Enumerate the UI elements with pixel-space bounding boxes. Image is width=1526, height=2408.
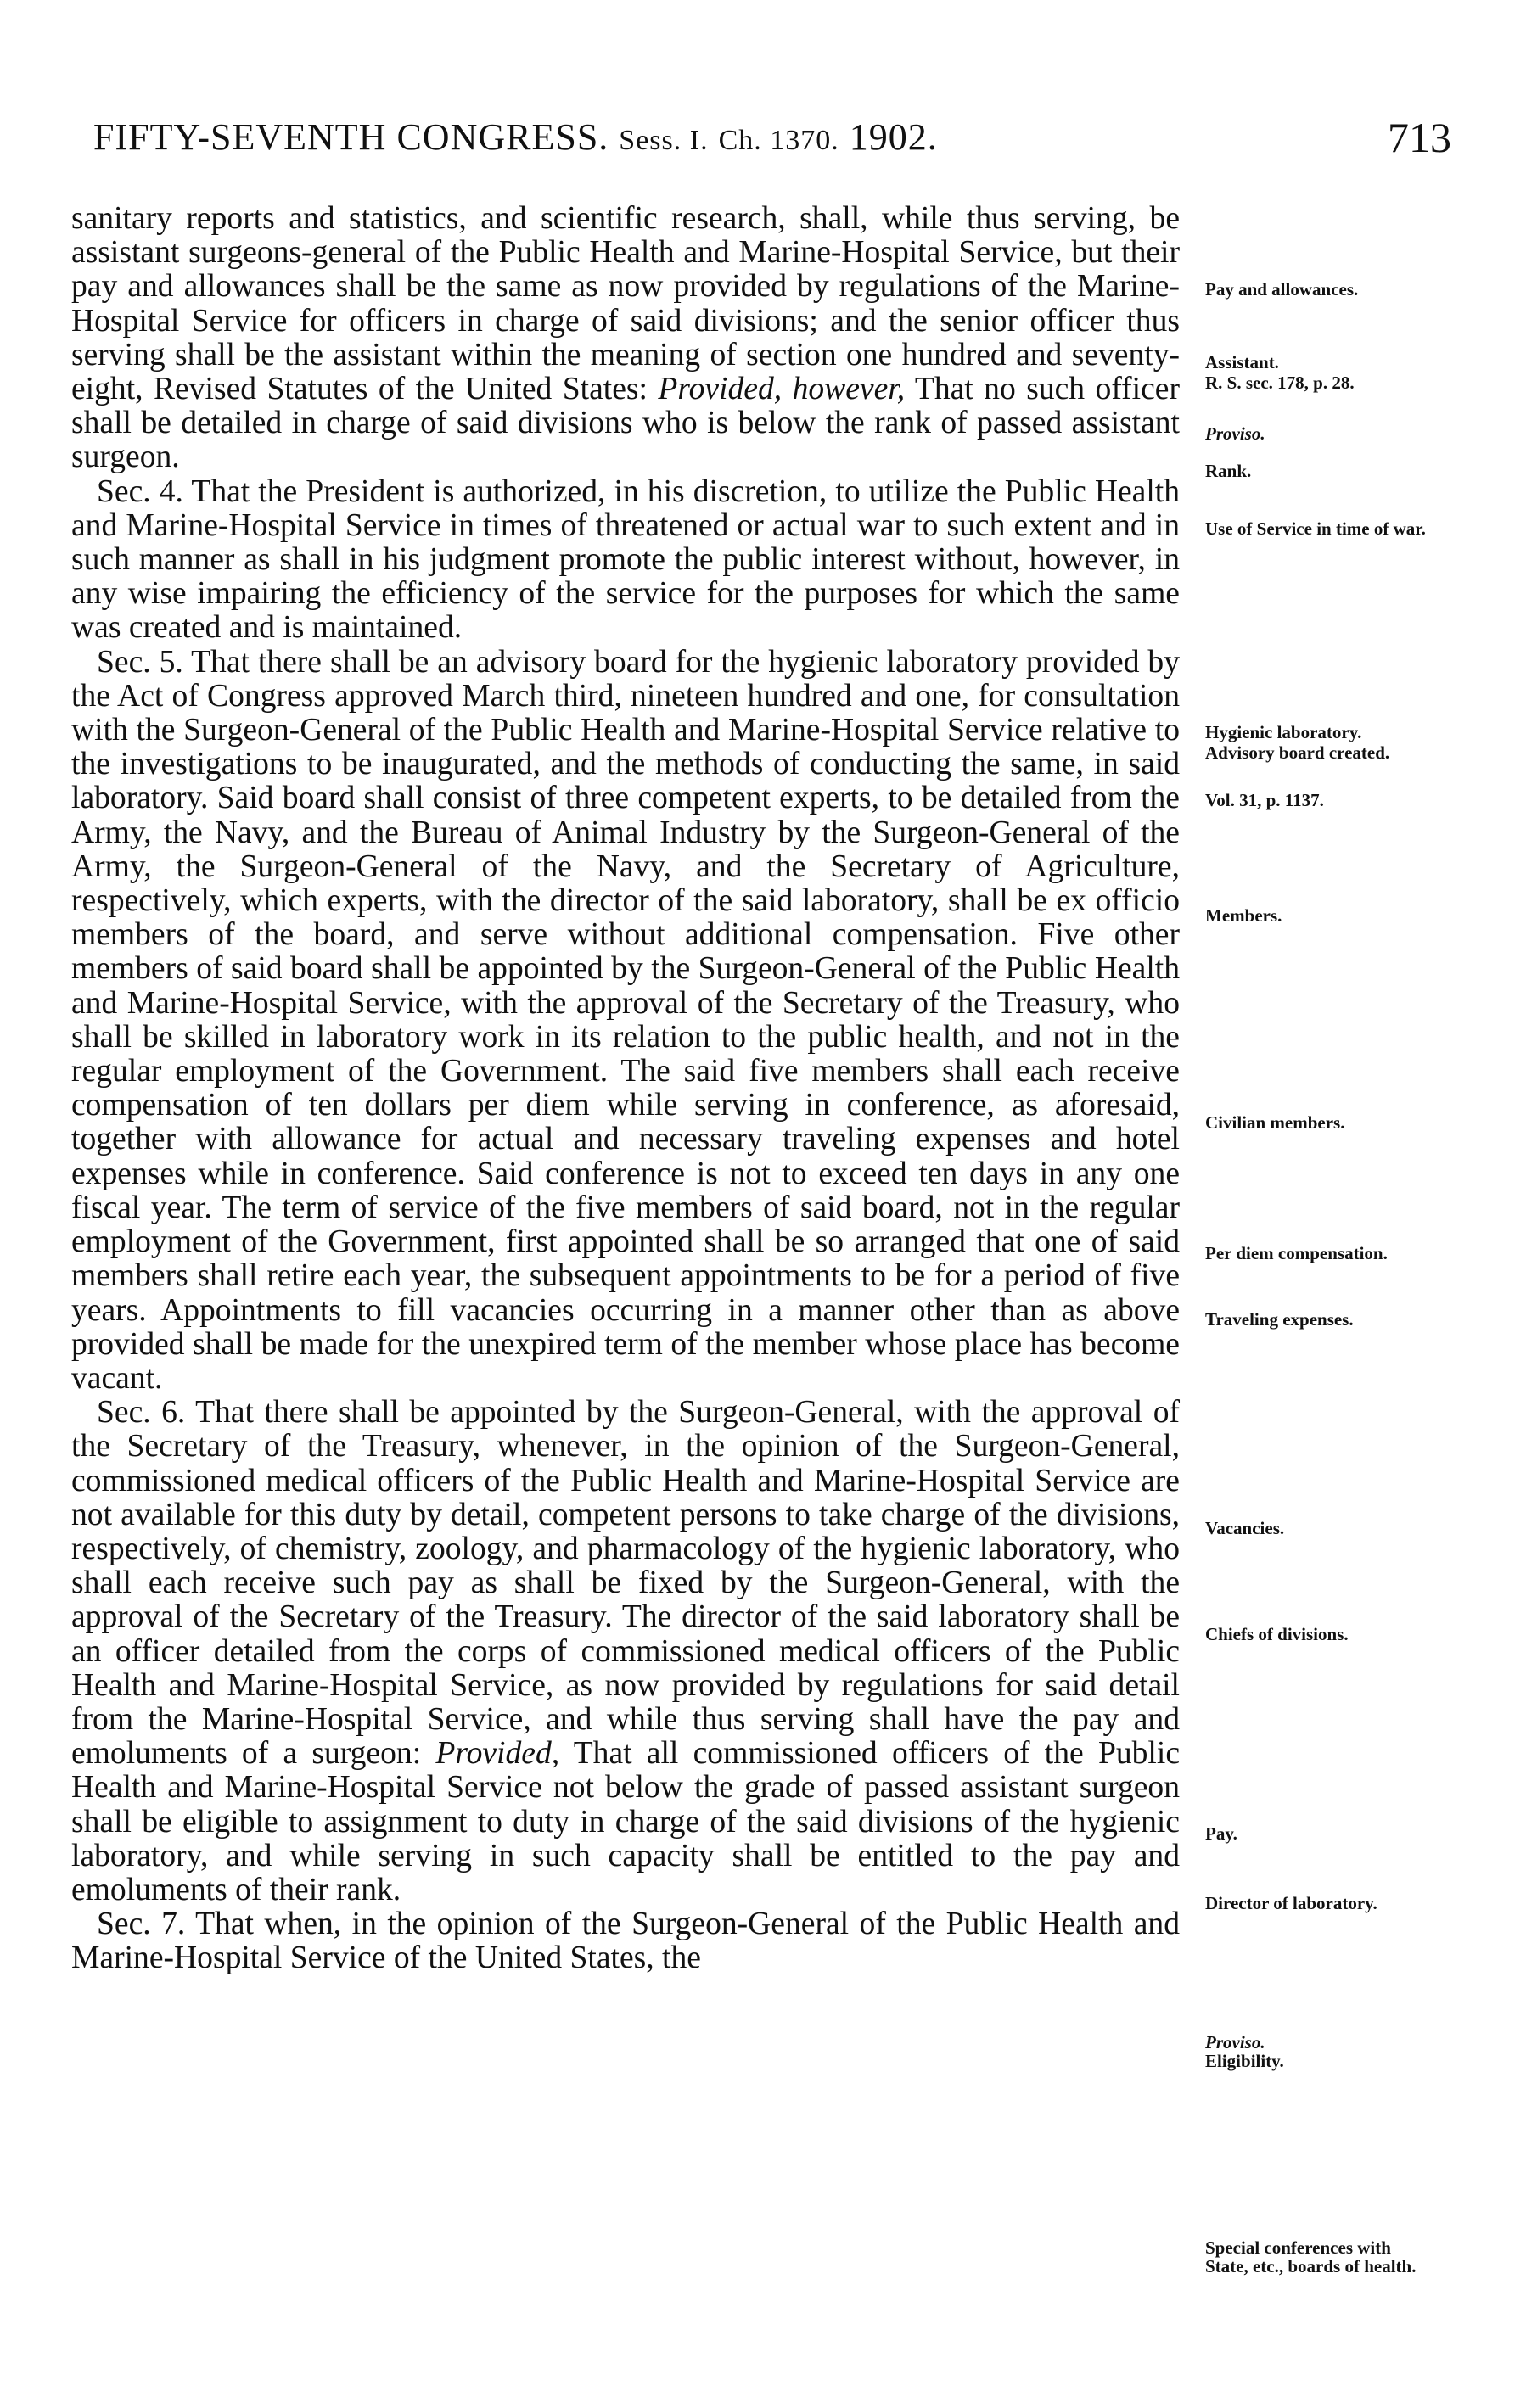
session-label: Sess. I.: [619, 125, 709, 156]
margin-note-rank: Rank.: [1205, 461, 1252, 481]
section-5: [71, 646, 1180, 1396]
section-6-proviso: Provided,: [435, 1736, 560, 1772]
statute-body: [71, 202, 1180, 1976]
margin-note-pay-allowances: Pay and allowances.: [1205, 279, 1359, 300]
margin-note-pay: Pay.: [1205, 1823, 1237, 1844]
section-5-label: Sec. 5.: [97, 644, 183, 680]
page-header: [93, 112, 1451, 163]
section-4-text: That the President is authorized, in his discretion, to utilize the Public Health and Marine-Hospital Service in times of threatened or actual war to such extent and in such manner as shall in his judgment promote the public interest without, however, in any wise impairing the efficiency of the service for the purposes for which the same was created and is maintained.: [71, 473, 1181, 646]
section-4-label: Sec. 4.: [97, 473, 183, 509]
paragraph-continuation: [71, 202, 1180, 475]
margin-note-assistant: Assistant.: [1205, 352, 1279, 372]
section-7-text: That when, in the opinion of the Surgeon-General of the Public Health and Marine-Hospital Service of the United States, the: [71, 1907, 1181, 1976]
margin-note-traveling: Traveling expenses.: [1205, 1309, 1354, 1330]
section-5-text: That there shall be an advisory board for the hygienic laboratory provided by the Act of Congress approved March third, nineteen hundred and one, for consultation with the Surgeon-General of the Public Health and Marine-Hospital Service relative to the investigations to be inaugurated, and the methods of conducting the same, in said laboratory. Said board shall consist of three competent experts, to be detailed from the Army, the Navy, and the Bureau of Animal Industry by the Surgeon-General of the Army, the Surgeon-General of the Navy, and the Secretary of Agriculture, respectively, which experts, with the director of the said laboratory, shall be ex officio members of the board, and serve without additional compensation. Five other members of said board shall be appointed by the Surgeon-General of the Public Health and Marine-Hospital Service, with the approval of the Secretary of the Treasury, who shall be skilled in laboratory work in its relation to the public health, and not in the regular employment of the Government. The said five members shall each receive compensation of ten dollars per diem while serving in conference, as aforesaid, together with allowance for actual and necessary traveling expenses and hotel expenses while in conference. Said conference is not to exceed ten days in any one fiscal year. The term of service of the five members of said board, not in the regular employment of the Government, first appointed shall be so arranged that one of said members shall retire each year, the subsequent appointments to be for a period of five years. Appointments to fill vacancies occurring in a manner other than as above provided shall be made for the unexpired term of the member whose place has become vacant.: [71, 644, 1181, 1396]
section-7-label: Sec. 7.: [97, 1907, 186, 1942]
margin-note-proviso-1-text: Proviso.: [1205, 423, 1265, 444]
margin-note-chiefs: Chiefs of divisions.: [1205, 1624, 1349, 1644]
margin-note-proviso-1: [1205, 424, 1451, 443]
margin-note-proviso-2-text: Proviso.: [1205, 2032, 1265, 2052]
proviso-phrase: Provided, however,: [658, 372, 906, 407]
page-number: 713: [1388, 114, 1451, 161]
running-title: [93, 112, 938, 166]
section-4: [71, 475, 1180, 646]
section-6-end: That all commissioned officers of the Public Health and Marine-Hospital Service not below the grade of passed assistant surgeon shall be eligible to assignment to duty in charge of the said divisions of the hygienic laboratory, and while serving in such capacity shall be entitled to the pay and emoluments of their rank.: [71, 1736, 1180, 1907]
margin-note-per-diem: Per diem compensation.: [1205, 1243, 1388, 1263]
margin-note-vol31: Vol. 31, p. 1137.: [1205, 790, 1324, 810]
section-7: [71, 1907, 1180, 1975]
chapter-label: Ch. 1370.: [718, 125, 839, 156]
margin-note-proviso-2: [1205, 2033, 1451, 2052]
margin-note-hygienic-lab: Hygienic laboratory.: [1205, 722, 1362, 742]
margin-note-eligibility: Eligibility.: [1205, 2051, 1284, 2071]
margin-note-rs-reference: R. S. sec. 178, p. 28.: [1205, 372, 1355, 393]
margin-note-use-of-service: Use of Service in time of war.: [1205, 518, 1426, 539]
section-6-label: Sec. 6.: [97, 1395, 186, 1431]
continuation-text: sanitary reports and statistics, and scientific research, shall, while thus serving, be assistant surgeons-general of the Public Health and Marine-Hospital Service, but their pay and allowances shall be the same as now provided by regulations of the Marine-Hospital Service for officers in charge of said divisions; and the senior officer thus serving shall be the assistant within the meaning of section one hundred and seventy-eight, Revised Statutes of the United States:: [71, 201, 1180, 407]
margin-note-special-conferences: Special conferences with State, etc., boards of health.: [1205, 2237, 1417, 2276]
congress-title: FIFTY-SEVENTH CONGRESS.: [93, 116, 609, 158]
margin-note-members: Members.: [1205, 905, 1282, 926]
margin-note-advisory-board: Advisory board created.: [1205, 742, 1390, 763]
margin-note-vacancies: Vacancies.: [1205, 1518, 1285, 1538]
section-6-text: That there shall be appointed by the Surgeon-General, with the approval of the Secretary of the Treasury, whenever, in the opinion of the Surgeon-General, commissioned medical officers of the Public Health and Marine-Hospital Service are not available for this duty by detail, competent persons to take charge of the divisions, respectively, of chemistry, zoology, and pharmacology of the hygienic laboratory, who shall each receive such pay as shall be fixed by the Surgeon-General, with the approval of the Secretary of the Treasury. The director of the said laboratory shall be an officer detailed from the corps of commissioned medical officers of the Public Health and Marine-Hospital Service, as now provided by regulations for said detail from the Marine-Hospital Service, and while thus serving shall have the pay and emoluments of a surgeon:: [71, 1395, 1180, 1772]
margin-note-civilian-members: Civilian members.: [1205, 1112, 1345, 1133]
margin-note-director: Director of laboratory.: [1205, 1893, 1377, 1913]
year-label: 1902.: [849, 116, 938, 158]
section-6: [71, 1396, 1180, 1907]
continuation-end: That no such officer shall be detailed in charge of said divisions who is below the rank of passed assistant surgeon.: [71, 372, 1180, 475]
